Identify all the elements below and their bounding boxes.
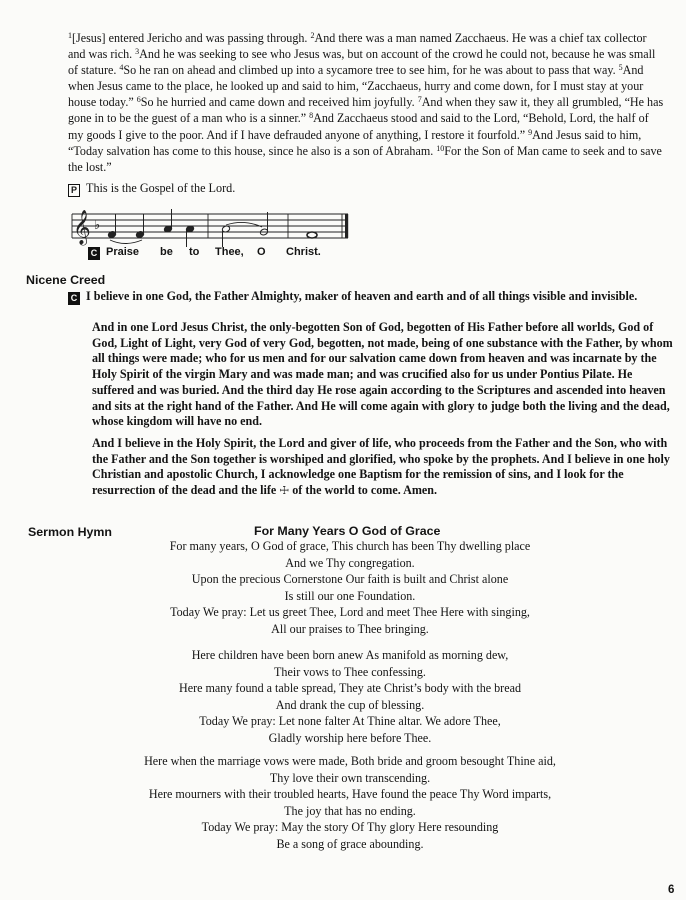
lyric-syllable: to: [189, 246, 200, 258]
verse-text: And there was a man named Zacchaeus. He was a chief tax collector and was rich.: [68, 31, 647, 62]
verse-text: [Jesus] entered Jericho and was passing through.: [72, 31, 311, 45]
lyric-syllable: Thee,: [215, 246, 244, 258]
creed-heading: Nicene Creed: [26, 273, 106, 287]
verse-number: 6: [136, 95, 141, 105]
hymn-line: Gladly worship here before Thee.: [268, 730, 432, 745]
verse-number: 5: [618, 63, 623, 73]
music-staff: [68, 205, 358, 247]
cross-icon: ☩: [279, 484, 290, 498]
verse-number: 10: [436, 143, 445, 153]
lyric-syllable: Christ.: [286, 246, 321, 258]
creed-text: I believe in one God, the Father Almighty, maker of heaven and earth and of all things visible and invisible.: [86, 289, 638, 303]
hymn-line: Here many found a table spread, They ate Christ’s body with the bread: [179, 681, 521, 696]
hymn-line: And we Thy congregation.: [285, 555, 415, 570]
hymn-line: Today We pray: Let none falter At Thine altar. We adore Thee,: [199, 714, 501, 729]
lyric-syllable: Praise: [106, 246, 140, 258]
verse-number: 2: [310, 31, 315, 40]
verse-text: And Zacchaeus stood and said to the Lord, “Behold, Lord, the half of my goods I give to the poor. And if I have defrauded anyone of anything, I restore it fourfold.”: [68, 111, 649, 142]
hymn-line: All our praises to Thee bringing.: [271, 621, 429, 636]
verse-number: 4: [119, 63, 124, 73]
creed-paragraph-3: [92, 436, 674, 499]
flat-icon: ♭: [94, 218, 101, 233]
hymn-line: Here children have been born anew As manifold as morning dew,: [191, 648, 509, 662]
verse-text: For the Son of Man came to seek and to save the lost.”: [68, 143, 662, 174]
lyric-syllable: be: [160, 246, 173, 258]
verse-number: 8: [309, 111, 314, 121]
hymn-line: Here when the marriage vows were made, Both bride and groom besought Thine aid,: [144, 754, 556, 768]
verse-text: And Jesus said to him, “Today salvation has come to this house, since he also is a son of Abraham.: [68, 127, 642, 158]
hymn-line: Upon the precious Cornerstone Our faith is built and Christ alone: [191, 572, 509, 587]
verse-text: So he hurried and came down and received him joyfully.: [140, 95, 418, 110]
lyric-syllable: O: [257, 246, 266, 258]
hymn-title: For Many Years O God of Grace: [254, 524, 441, 538]
creed-text: And I believe in the Holy Spirit, the Lord and giver of life, who proceeds from the Father and the Son, who with the Father and the Son together is worshiped and glorified, who spoke by the prophets. And I believe in one holy Christian and apostolic Church, I acknowledge one Baptism for the remission of sins, and I look for the resurrection of the dead and the life: [92, 436, 670, 498]
hymn-line: For many years, O God of grace, This church has been Thy dwelling place: [169, 539, 531, 553]
verse-number: 9: [528, 127, 533, 137]
verse-number: 1: [68, 31, 72, 40]
hymn-line: And drank the cup of blessing.: [275, 697, 425, 712]
verse-text: And when they saw it, they all grumbled, “He has gone in to be the guest of a man who is a sinner.”: [68, 95, 664, 126]
verse-text: And when Jesus came to the place, he looked up and said to him, “Zacchaeus, hurry and come down, for I must stay at your house today.”: [68, 63, 644, 110]
hymn-line: Here mourners with their troubled hearts, Have found the peace Thy Word imparts,: [148, 787, 552, 802]
treble-clef-icon: 𝄞: [73, 210, 91, 245]
scripture-reading: [68, 30, 666, 175]
verse-text: And he was seeking to see who Jesus was, but on account of the crowd he could not, because he was small of stature.: [68, 47, 656, 78]
hymn-line: Be a song of grace abounding.: [276, 836, 424, 851]
hymn-line: Their vows to Thee confessing.: [274, 664, 426, 679]
hymn-stanza-3: [60, 753, 640, 853]
hymn-line: Thy love their own transcending.: [269, 770, 431, 785]
creed-paragraph-1: [68, 288, 678, 305]
hymn-section-label: Sermon Hymn: [28, 525, 112, 539]
congregation-marker-icon: C: [68, 292, 80, 305]
verse-text: So he ran on ahead and climbed up into a sycamore tree to see him, for he was about to pass that way.: [123, 63, 619, 78]
hymn-line: Today We pray: May the story Of Thy glory Here resounding: [201, 820, 499, 835]
hymn-line: Is still our one Foundation.: [284, 588, 416, 603]
page-number: 6: [668, 884, 675, 896]
hymn-line: Today We pray: Let us greet Thee, Lord and meet Thee Here with singing,: [170, 605, 530, 620]
pastor-marker-icon: P: [68, 184, 80, 197]
hymn-stanza-1: [60, 538, 640, 638]
gospel-text: This is the Gospel of the Lord.: [86, 181, 236, 195]
hymn-line: The joy that has no ending.: [284, 803, 416, 818]
gospel-acclamation: [68, 180, 468, 197]
creed-paragraph-2: And in one Lord Jesus Christ, the only-begotten Son of God, begotten of His Father before all worlds, God of God, Light of Light, very God of very God, begotten, not made, being of one substance with the Father, by whom all things were made; who for us men and for our salvation came down from heaven and was incarnate by the Holy Spirit of the virgin Mary and was made man; and was crucified also for us under Pontius Pilate. He suffered and was buried. And the third day He rose again according to the Scriptures and ascended into heaven and sits at the right hand of the Father. And He will come again with glory to judge both the living and the dead, whose kingdom will have no end.: [92, 320, 673, 429]
response-lyrics: [88, 244, 358, 260]
creed-text: of the world to come. Amen.: [292, 483, 438, 498]
hymn-stanza-2: [60, 647, 640, 747]
verse-number: 3: [135, 47, 140, 57]
verse-number: 7: [417, 95, 422, 105]
congregation-marker-icon: C: [88, 247, 100, 260]
